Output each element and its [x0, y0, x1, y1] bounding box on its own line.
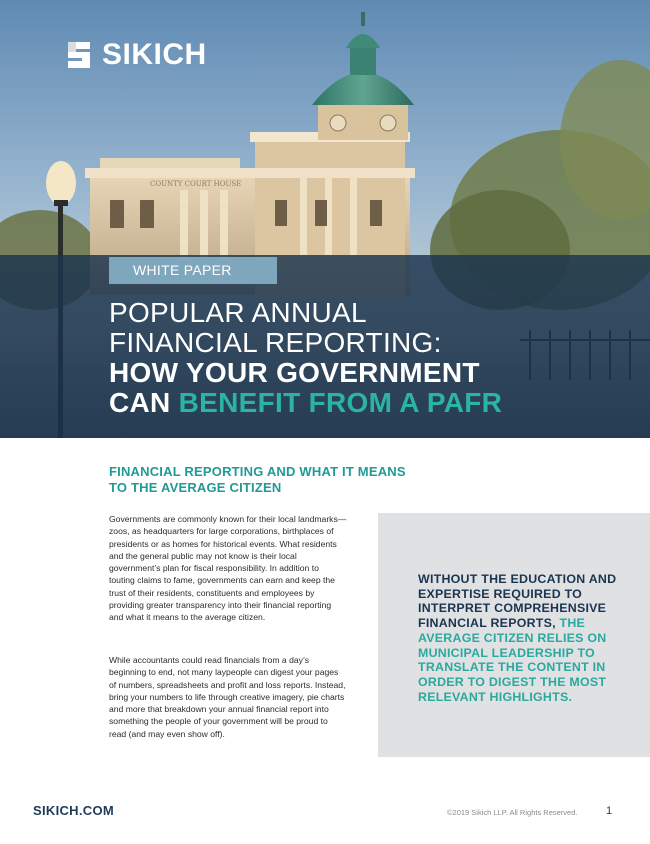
- title-line-4: [109, 388, 629, 418]
- footer-copyright: ©2019 Sikich LLP. All Rights Reserved.: [447, 808, 578, 817]
- white-paper-badge: WHITE PAPER: [109, 257, 277, 284]
- section-heading-line-2: TO THE AVERAGE CITIZEN: [109, 480, 282, 495]
- section-heading-line-1: FINANCIAL REPORTING AND WHAT IT MEANS: [109, 464, 406, 479]
- body-paragraph-2: While accountants could read financials from a day’s beginning to end, not many laypeople can digest your pages of numbers, spreadsheets and profit and loss reports. Instead, bring your numbers to life through creative imagery, pie charts and more that breakdown your annual financial report into something the people of your government will be proud to read (and may even show off).: [109, 655, 346, 739]
- page-title: [109, 298, 629, 418]
- building-inscription: COUNTY COURT HOUSE: [150, 180, 242, 188]
- title-line-3: HOW YOUR GOVERNMENT: [109, 357, 480, 388]
- pull-quote-text: [418, 572, 640, 704]
- pull-quote-teal: THE AVERAGE CITIZEN RELIES ON MUNICIPAL LEADERSHIP TO TRANSLATE THE CONTENT IN ORDER TO DIGEST THE MOST RELEVANT HIGHLIGHTS.: [418, 616, 607, 704]
- sikich-logo[interactable]: [64, 38, 207, 72]
- sikich-s-icon: [64, 40, 94, 70]
- footer-website-link[interactable]: SIKICH.COM: [33, 803, 114, 818]
- pull-quote-dark: WITHOUT THE EDUCATION AND EXPERTISE REQUIRED TO INTERPRET COMPREHENSIVE FINANCIAL REPORTS,: [418, 572, 617, 631]
- title-line-1: POPULAR ANNUAL: [109, 297, 367, 328]
- title-line-4-teal: BENEFIT FROM A PAFR: [178, 387, 503, 418]
- section-heading: [109, 464, 439, 496]
- title-line-2: FINANCIAL REPORTING:: [109, 327, 442, 358]
- pull-quote-box: [378, 513, 650, 757]
- body-paragraph-1: Governments are commonly known for their local landmarks—zoos, as headquarters for large corporations, birthplaces of presidents or as homes for historical events. What residents and the general public may not know is their local government’s plan for fiscal responsibility. In addition to touting claims to fame, governments can earn and keep the trust of their residents, constituents and employees by providing greater transparency into their financial reporting and what it means to the average citizen.: [109, 514, 347, 623]
- title-line-4-white: CAN: [109, 387, 179, 418]
- logo-wordmark: SIKICH: [102, 38, 207, 71]
- page-number: 1: [606, 805, 613, 817]
